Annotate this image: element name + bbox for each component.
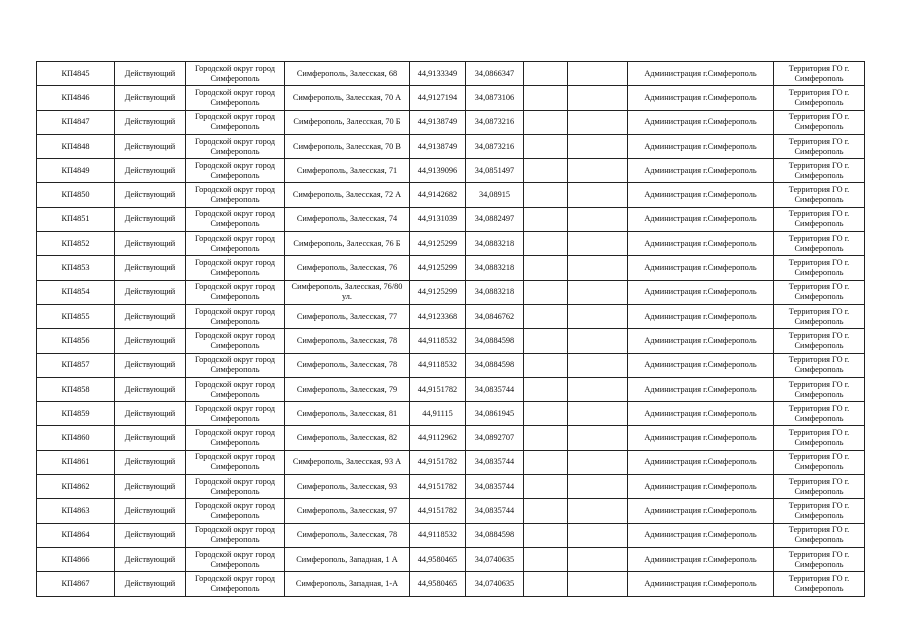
owner-cell: Администрация г.Симферополь xyxy=(628,304,774,328)
longitude-cell: 34,0884598 xyxy=(466,353,524,377)
empty-cell xyxy=(568,183,628,207)
empty-cell xyxy=(524,499,568,523)
territory-cell: Территория ГО г. Симферополь xyxy=(774,134,865,158)
owner-cell: Администрация г.Симферополь xyxy=(628,62,774,86)
territory-cell: Территория ГО г. Симферополь xyxy=(774,572,865,596)
empty-cell xyxy=(524,450,568,474)
latitude-cell: 44,9138749 xyxy=(410,110,466,134)
owner-cell: Администрация г.Симферополь xyxy=(628,183,774,207)
district-cell: Городской округ город Симферополь xyxy=(186,86,285,110)
longitude-cell: 34,0883218 xyxy=(466,232,524,256)
longitude-cell: 34,0873216 xyxy=(466,134,524,158)
district-cell: Городской округ город Симферополь xyxy=(186,110,285,134)
point-code-cell: КП4860 xyxy=(37,426,115,450)
table-row xyxy=(37,207,865,231)
territory-cell: Территория ГО г. Симферополь xyxy=(774,426,865,450)
status-cell: Действующий xyxy=(115,475,186,499)
district-cell: Городской округ город Симферополь xyxy=(186,499,285,523)
table-body xyxy=(37,62,865,597)
district-cell: Городской округ город Симферополь xyxy=(186,426,285,450)
district-cell: Городской округ город Симферополь xyxy=(186,572,285,596)
address-cell: Симферополь, Залесская, 82 xyxy=(285,426,410,450)
longitude-cell: 34,0892707 xyxy=(466,426,524,450)
status-cell: Действующий xyxy=(115,572,186,596)
territory-cell: Территория ГО г. Симферополь xyxy=(774,304,865,328)
address-cell: Симферополь, Залесская, 78 xyxy=(285,523,410,547)
address-cell: Симферополь, Залесская, 72 А xyxy=(285,183,410,207)
empty-cell xyxy=(524,547,568,571)
empty-cell xyxy=(568,280,628,304)
latitude-cell: 44,9125299 xyxy=(410,232,466,256)
latitude-cell: 44,9118532 xyxy=(410,353,466,377)
empty-cell xyxy=(568,547,628,571)
district-cell: Городской округ город Симферополь xyxy=(186,256,285,280)
address-cell: Симферополь, Залесская, 77 xyxy=(285,304,410,328)
longitude-cell: 34,0884598 xyxy=(466,329,524,353)
longitude-cell: 34,0866347 xyxy=(466,62,524,86)
point-code-cell: КП4854 xyxy=(37,280,115,304)
point-code-cell: КП4859 xyxy=(37,402,115,426)
empty-cell xyxy=(568,256,628,280)
territory-cell: Территория ГО г. Симферополь xyxy=(774,475,865,499)
owner-cell: Администрация г.Симферополь xyxy=(628,256,774,280)
status-cell: Действующий xyxy=(115,280,186,304)
longitude-cell: 34,0884598 xyxy=(466,523,524,547)
latitude-cell: 44,9139096 xyxy=(410,159,466,183)
owner-cell: Администрация г.Симферополь xyxy=(628,377,774,401)
district-cell: Городской округ город Симферополь xyxy=(186,232,285,256)
territory-cell: Территория ГО г. Симферополь xyxy=(774,86,865,110)
district-cell: Городской округ город Симферополь xyxy=(186,134,285,158)
latitude-cell: 44,9118532 xyxy=(410,523,466,547)
empty-cell xyxy=(524,110,568,134)
territory-cell: Территория ГО г. Симферополь xyxy=(774,232,865,256)
latitude-cell: 44,9123368 xyxy=(410,304,466,328)
status-cell: Действующий xyxy=(115,232,186,256)
longitude-cell: 34,0861945 xyxy=(466,402,524,426)
empty-cell xyxy=(568,450,628,474)
registry-table xyxy=(36,61,865,597)
empty-cell xyxy=(568,377,628,401)
latitude-cell: 44,9142682 xyxy=(410,183,466,207)
territory-cell: Территория ГО г. Симферополь xyxy=(774,499,865,523)
longitude-cell: 34,0883218 xyxy=(466,280,524,304)
address-cell: Симферополь, Залесская, 76 Б xyxy=(285,232,410,256)
point-code-cell: КП4845 xyxy=(37,62,115,86)
table-row xyxy=(37,572,865,596)
empty-cell xyxy=(524,86,568,110)
address-cell: Симферополь, Залесская, 78 xyxy=(285,329,410,353)
latitude-cell: 44,9151782 xyxy=(410,377,466,401)
address-cell: Симферополь, Залесская, 70 А xyxy=(285,86,410,110)
longitude-cell: 34,0740635 xyxy=(466,572,524,596)
status-cell: Действующий xyxy=(115,450,186,474)
table-row xyxy=(37,134,865,158)
empty-cell xyxy=(524,280,568,304)
point-code-cell: КП4846 xyxy=(37,86,115,110)
empty-cell xyxy=(568,232,628,256)
longitude-cell: 34,0851497 xyxy=(466,159,524,183)
district-cell: Городской округ город Симферополь xyxy=(186,329,285,353)
address-cell: Симферополь, Западная, 1 А xyxy=(285,547,410,571)
status-cell: Действующий xyxy=(115,207,186,231)
territory-cell: Территория ГО г. Симферополь xyxy=(774,523,865,547)
empty-cell xyxy=(568,86,628,110)
point-code-cell: КП4866 xyxy=(37,547,115,571)
address-cell: Симферополь, Залесская, 93 xyxy=(285,475,410,499)
empty-cell xyxy=(568,475,628,499)
address-cell: Симферополь, Залесская, 71 xyxy=(285,159,410,183)
latitude-cell: 44,9125299 xyxy=(410,280,466,304)
territory-cell: Территория ГО г. Симферополь xyxy=(774,159,865,183)
longitude-cell: 34,0873216 xyxy=(466,110,524,134)
empty-cell xyxy=(524,183,568,207)
empty-cell xyxy=(568,110,628,134)
point-code-cell: КП4862 xyxy=(37,475,115,499)
table-row xyxy=(37,450,865,474)
empty-cell xyxy=(568,134,628,158)
longitude-cell: 34,0846762 xyxy=(466,304,524,328)
table-row xyxy=(37,547,865,571)
status-cell: Действующий xyxy=(115,110,186,134)
longitude-cell: 34,0835744 xyxy=(466,450,524,474)
longitude-cell: 34,0873106 xyxy=(466,86,524,110)
address-cell: Симферополь, Залесская, 97 xyxy=(285,499,410,523)
status-cell: Действующий xyxy=(115,86,186,110)
point-code-cell: КП4850 xyxy=(37,183,115,207)
district-cell: Городской округ город Симферополь xyxy=(186,475,285,499)
empty-cell xyxy=(524,377,568,401)
address-cell: Симферополь, Залесская, 93 А xyxy=(285,450,410,474)
empty-cell xyxy=(524,207,568,231)
territory-cell: Территория ГО г. Симферополь xyxy=(774,402,865,426)
territory-cell: Территория ГО г. Симферополь xyxy=(774,256,865,280)
empty-cell xyxy=(568,426,628,450)
territory-cell: Территория ГО г. Симферополь xyxy=(774,62,865,86)
district-cell: Городской округ город Симферополь xyxy=(186,523,285,547)
status-cell: Действующий xyxy=(115,256,186,280)
table-row xyxy=(37,353,865,377)
point-code-cell: КП4852 xyxy=(37,232,115,256)
status-cell: Действующий xyxy=(115,353,186,377)
table-row xyxy=(37,232,865,256)
owner-cell: Администрация г.Симферополь xyxy=(628,475,774,499)
status-cell: Действующий xyxy=(115,159,186,183)
latitude-cell: 44,9151782 xyxy=(410,475,466,499)
table-row xyxy=(37,86,865,110)
status-cell: Действующий xyxy=(115,329,186,353)
point-code-cell: КП4851 xyxy=(37,207,115,231)
district-cell: Городской округ город Симферополь xyxy=(186,62,285,86)
point-code-cell: КП4856 xyxy=(37,329,115,353)
table-row xyxy=(37,304,865,328)
owner-cell: Администрация г.Симферополь xyxy=(628,402,774,426)
latitude-cell: 44,9151782 xyxy=(410,499,466,523)
longitude-cell: 34,08915 xyxy=(466,183,524,207)
table-row xyxy=(37,402,865,426)
point-code-cell: КП4863 xyxy=(37,499,115,523)
owner-cell: Администрация г.Симферополь xyxy=(628,280,774,304)
address-cell: Симферополь, Залесская, 79 xyxy=(285,377,410,401)
territory-cell: Территория ГО г. Симферополь xyxy=(774,280,865,304)
empty-cell xyxy=(524,256,568,280)
latitude-cell: 44,9151782 xyxy=(410,450,466,474)
owner-cell: Администрация г.Симферополь xyxy=(628,547,774,571)
latitude-cell: 44,9138749 xyxy=(410,134,466,158)
latitude-cell: 44,9580465 xyxy=(410,547,466,571)
empty-cell xyxy=(524,329,568,353)
empty-cell xyxy=(524,475,568,499)
table-row xyxy=(37,329,865,353)
owner-cell: Администрация г.Симферополь xyxy=(628,450,774,474)
latitude-cell: 44,9118532 xyxy=(410,329,466,353)
owner-cell: Администрация г.Симферополь xyxy=(628,572,774,596)
owner-cell: Администрация г.Симферополь xyxy=(628,426,774,450)
point-code-cell: КП4864 xyxy=(37,523,115,547)
district-cell: Городской округ город Симферополь xyxy=(186,353,285,377)
table-row xyxy=(37,110,865,134)
point-code-cell: КП4848 xyxy=(37,134,115,158)
empty-cell xyxy=(568,499,628,523)
empty-cell xyxy=(568,572,628,596)
owner-cell: Администрация г.Симферополь xyxy=(628,159,774,183)
district-cell: Городской округ город Симферополь xyxy=(186,280,285,304)
status-cell: Действующий xyxy=(115,377,186,401)
territory-cell: Территория ГО г. Симферополь xyxy=(774,547,865,571)
table-row xyxy=(37,499,865,523)
owner-cell: Администрация г.Симферополь xyxy=(628,499,774,523)
latitude-cell: 44,9131039 xyxy=(410,207,466,231)
empty-cell xyxy=(568,353,628,377)
empty-cell xyxy=(524,353,568,377)
table-row xyxy=(37,62,865,86)
longitude-cell: 34,0740635 xyxy=(466,547,524,571)
territory-cell: Территория ГО г. Симферополь xyxy=(774,207,865,231)
territory-cell: Территория ГО г. Симферополь xyxy=(774,110,865,134)
territory-cell: Территория ГО г. Симферополь xyxy=(774,450,865,474)
empty-cell xyxy=(568,62,628,86)
empty-cell xyxy=(524,134,568,158)
district-cell: Городской округ город Симферополь xyxy=(186,304,285,328)
point-code-cell: КП4849 xyxy=(37,159,115,183)
empty-cell xyxy=(568,159,628,183)
territory-cell: Территория ГО г. Симферополь xyxy=(774,329,865,353)
table-row xyxy=(37,377,865,401)
district-cell: Городской округ город Симферополь xyxy=(186,547,285,571)
point-code-cell: КП4853 xyxy=(37,256,115,280)
status-cell: Действующий xyxy=(115,402,186,426)
owner-cell: Администрация г.Симферополь xyxy=(628,86,774,110)
address-cell: Симферополь, Залесская, 74 xyxy=(285,207,410,231)
territory-cell: Территория ГО г. Симферополь xyxy=(774,377,865,401)
table-row xyxy=(37,256,865,280)
longitude-cell: 34,0835744 xyxy=(466,499,524,523)
status-cell: Действующий xyxy=(115,62,186,86)
point-code-cell: КП4857 xyxy=(37,353,115,377)
empty-cell xyxy=(524,426,568,450)
empty-cell xyxy=(524,523,568,547)
district-cell: Городской округ город Симферополь xyxy=(186,207,285,231)
point-code-cell: КП4861 xyxy=(37,450,115,474)
longitude-cell: 34,0835744 xyxy=(466,475,524,499)
empty-cell xyxy=(524,62,568,86)
status-cell: Действующий xyxy=(115,426,186,450)
empty-cell xyxy=(568,207,628,231)
status-cell: Действующий xyxy=(115,134,186,158)
status-cell: Действующий xyxy=(115,523,186,547)
owner-cell: Администрация г.Симферополь xyxy=(628,232,774,256)
latitude-cell: 44,9127194 xyxy=(410,86,466,110)
empty-cell xyxy=(524,304,568,328)
point-code-cell: КП4867 xyxy=(37,572,115,596)
latitude-cell: 44,9133349 xyxy=(410,62,466,86)
point-code-cell: КП4855 xyxy=(37,304,115,328)
address-cell: Симферополь, Залесская, 70 Б xyxy=(285,110,410,134)
owner-cell: Администрация г.Симферополь xyxy=(628,207,774,231)
status-cell: Действующий xyxy=(115,547,186,571)
point-code-cell: КП4847 xyxy=(37,110,115,134)
empty-cell xyxy=(524,232,568,256)
district-cell: Городской округ город Симферополь xyxy=(186,450,285,474)
district-cell: Городской округ город Симферополь xyxy=(186,402,285,426)
district-cell: Городской округ город Симферополь xyxy=(186,183,285,207)
empty-cell xyxy=(568,329,628,353)
status-cell: Действующий xyxy=(115,304,186,328)
longitude-cell: 34,0835744 xyxy=(466,377,524,401)
address-cell: Симферополь, Залесская, 81 xyxy=(285,402,410,426)
table-row xyxy=(37,183,865,207)
table-row xyxy=(37,523,865,547)
district-cell: Городской округ город Симферополь xyxy=(186,377,285,401)
owner-cell: Администрация г.Симферополь xyxy=(628,134,774,158)
latitude-cell: 44,91115 xyxy=(410,402,466,426)
empty-cell xyxy=(524,159,568,183)
longitude-cell: 34,0882497 xyxy=(466,207,524,231)
table-row xyxy=(37,475,865,499)
address-cell: Симферополь, Залесская, 70 В xyxy=(285,134,410,158)
document-page xyxy=(36,61,865,597)
owner-cell: Администрация г.Симферополь xyxy=(628,523,774,547)
empty-cell xyxy=(568,523,628,547)
address-cell: Симферополь, Залесская, 78 xyxy=(285,353,410,377)
empty-cell xyxy=(568,304,628,328)
status-cell: Действующий xyxy=(115,183,186,207)
status-cell: Действующий xyxy=(115,499,186,523)
empty-cell xyxy=(524,572,568,596)
address-cell: Симферополь, Залесская, 76 xyxy=(285,256,410,280)
owner-cell: Администрация г.Симферополь xyxy=(628,353,774,377)
latitude-cell: 44,9580465 xyxy=(410,572,466,596)
empty-cell xyxy=(568,402,628,426)
table-row xyxy=(37,426,865,450)
table-row xyxy=(37,159,865,183)
territory-cell: Территория ГО г. Симферополь xyxy=(774,353,865,377)
latitude-cell: 44,9125299 xyxy=(410,256,466,280)
owner-cell: Администрация г.Симферополь xyxy=(628,110,774,134)
owner-cell: Администрация г.Симферополь xyxy=(628,329,774,353)
empty-cell xyxy=(524,402,568,426)
address-cell: Симферополь, Залесская, 76/80 ул. xyxy=(285,280,410,304)
address-cell: Симферополь, Западная, 1-А xyxy=(285,572,410,596)
district-cell: Городской округ город Симферополь xyxy=(186,159,285,183)
longitude-cell: 34,0883218 xyxy=(466,256,524,280)
latitude-cell: 44,9112962 xyxy=(410,426,466,450)
point-code-cell: КП4858 xyxy=(37,377,115,401)
territory-cell: Территория ГО г. Симферополь xyxy=(774,183,865,207)
table-row xyxy=(37,280,865,304)
address-cell: Симферополь, Залесская, 68 xyxy=(285,62,410,86)
